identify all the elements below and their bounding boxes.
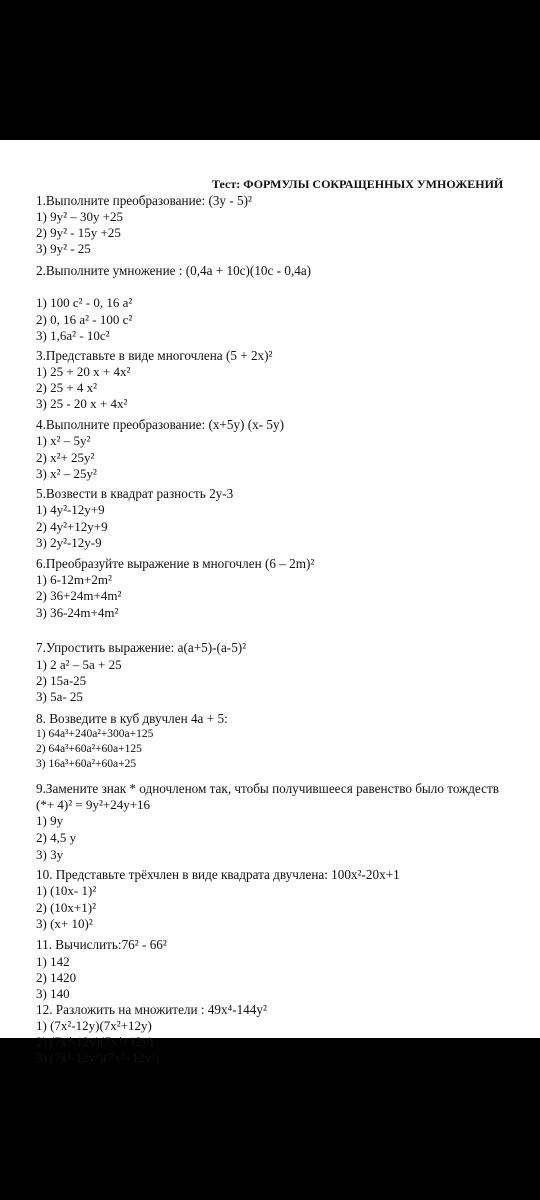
q8-option-2: 2) 64a³+60a²+60a+125	[36, 743, 142, 755]
q2-option-1: 1) 100 c² - 0, 16 a²	[36, 295, 133, 310]
q6-option-3: 3) 36-24m+4m²	[36, 605, 119, 620]
question-9: 9.Замените знак * одночленом так, чтобы получившееся равенство было тождеств	[36, 781, 499, 796]
question-5: 5.Возвести в квадрат разность 2y-3	[36, 486, 234, 501]
q11-option-3: 3) 140	[36, 986, 70, 1001]
q12-option-1: 1) (7x²-12y)(7x²+12y)	[36, 1018, 152, 1033]
q2-option-2: 2) 0, 16 a² - 100 c²	[36, 312, 133, 327]
q7-option-3: 3) 5a- 25	[36, 689, 83, 704]
q4-option-3: 3) x² – 25y²	[36, 466, 97, 481]
document-page	[0, 140, 540, 1065]
q11-option-1: 1) 142	[36, 954, 70, 969]
q5-option-1: 1) 4y²-12y+9	[36, 502, 105, 517]
q5-option-2: 2) 4y²+12y+9	[36, 519, 108, 534]
q5-option-3: 3) 2y²-12y-9	[36, 535, 102, 550]
question-12: 12. Разложить на множители : 49x⁴-144y²	[36, 1002, 267, 1017]
q7-option-1: 1) 2 a² – 5a + 25	[36, 657, 122, 672]
q12-option-2: 2) (7x⁴-12y)(7x⁴+12y)	[36, 1034, 154, 1049]
q3-option-3: 3) 25 - 20 x + 4x²	[36, 396, 128, 411]
q1-option-1: 1) 9y² – 30y +25	[36, 209, 124, 224]
q11-option-2: 2) 1420	[36, 970, 77, 985]
question-8: 8. Возведите в куб двучлен 4a + 5:	[36, 711, 228, 726]
question-1: 1.Выполните преобразование: (3y - 5)²	[36, 193, 252, 208]
q6-option-2: 2) 36+24m+4m²	[36, 588, 122, 603]
question-3: 3.Представьте в виде многочлена (5 + 2x)²	[36, 348, 273, 363]
question-6: 6.Преобразуйте выражение в многочлен (6 – 2m)²	[36, 556, 315, 571]
q8-option-3: 3) 16a³+60a²+60a+25	[36, 758, 137, 770]
q8-option-1: 1) 64a³+240a²+300a+125	[36, 728, 154, 740]
q3-option-1: 1) 25 + 20 x + 4x²	[36, 364, 131, 379]
q10-option-2: 2) (10x+1)²	[36, 900, 96, 915]
q12-option-3: 3) (7x²-12y²)(7x²+12y²)	[36, 1050, 160, 1065]
question-10: 10. Представьте трёхчлен в виде квадрата двучлена: 100x²-20x+1	[36, 867, 400, 882]
question-11: 11. Вычислить:76² - 66²	[36, 937, 167, 952]
q1-option-2: 2) 9y² - 15y +25	[36, 225, 121, 240]
q1-option-3: 3) 9y² - 25	[36, 241, 91, 256]
q4-option-2: 2) x²+ 25y²	[36, 450, 95, 465]
q10-option-1: 1) (10x- 1)²	[36, 883, 97, 898]
test-title: Тест: ФОРМУЛЫ СОКРАЩЕННЫХ УМНОЖЕНИЙ	[212, 177, 504, 191]
q9-equation: (*+ 4)² = 9y²+24y+16	[36, 797, 151, 812]
q2-option-3: 3) 1,6a² - 10c²	[36, 328, 110, 343]
q9-option-3: 3) 3y	[36, 847, 64, 862]
q10-option-3: 3) (x+ 10)²	[36, 916, 93, 931]
q9-option-1: 1) 9y	[36, 813, 64, 828]
q3-option-2: 2) 25 + 4 x²	[36, 380, 98, 395]
q9-option-2: 2) 4,5 y	[36, 830, 77, 845]
question-4: 4.Выполните преобразование: (x+5y) (x- 5y)	[36, 417, 284, 432]
q6-option-1: 1) 6-12m+2m²	[36, 572, 112, 587]
q7-option-2: 2) 15a-25	[36, 673, 87, 688]
q4-option-1: 1) x² – 5y²	[36, 433, 91, 448]
question-2: 2.Выполните умножение : (0,4a + 10c)(10c - 0,4a)	[36, 263, 312, 278]
question-7: 7.Упростить выражение: a(a+5)-(a-5)²	[36, 640, 247, 655]
